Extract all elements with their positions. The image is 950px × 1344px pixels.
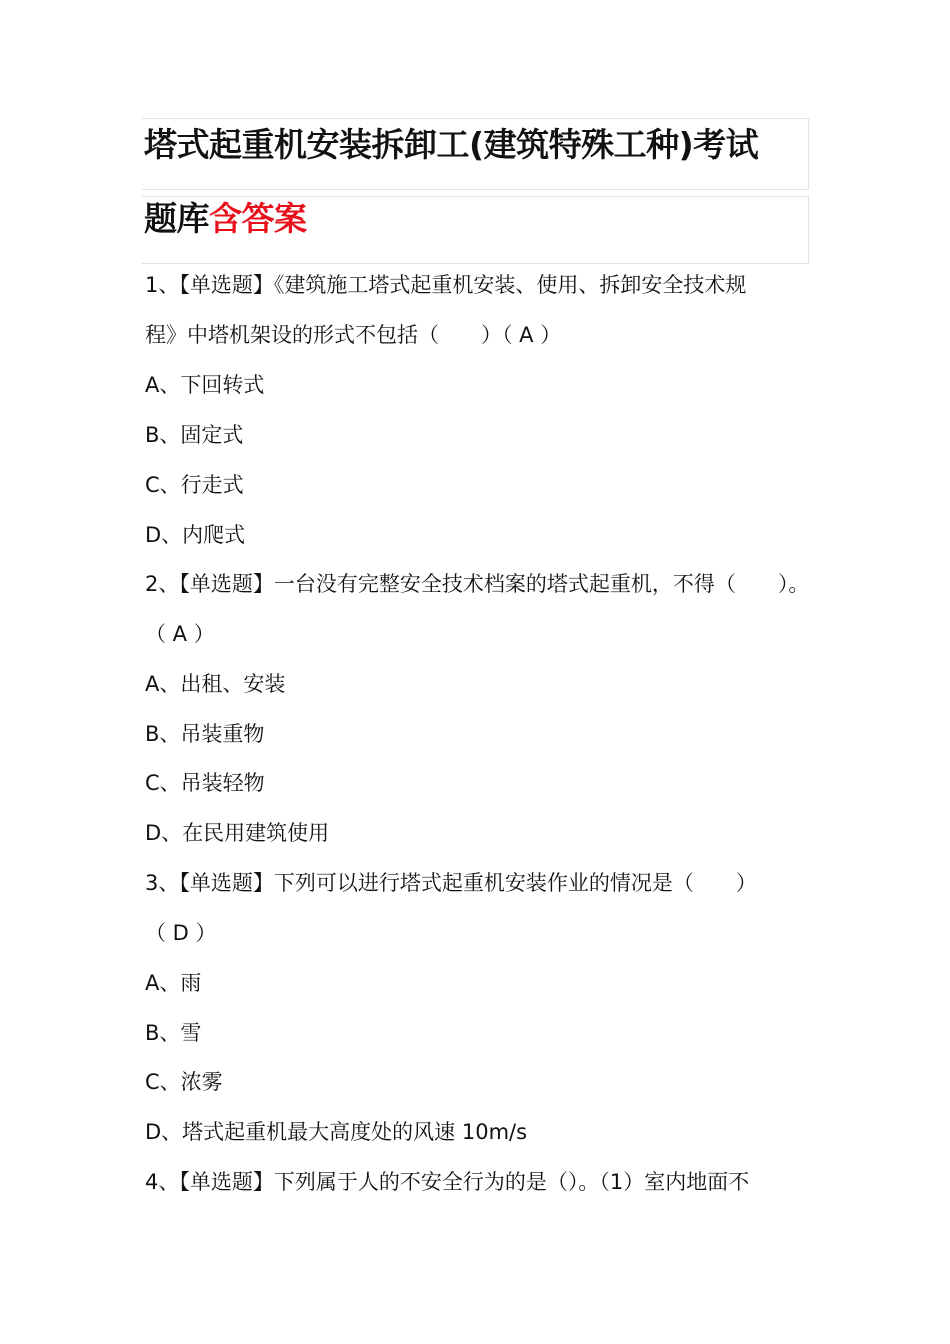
title-line-1-box — [142, 118, 809, 190]
question-1-option-c: C、行走式 — [145, 473, 244, 497]
question-2-answer: （ A ） — [145, 622, 215, 646]
document-title-line-1: 塔式起重机安装拆卸工(建筑特殊工种)考试 — [144, 125, 759, 164]
title-red-part: 含答案 — [209, 199, 307, 238]
question-1-option-b: B、固定式 — [145, 423, 244, 447]
question-4-line-1: 4、【单选题】下列属于人的不安全行为的是（）。（1）室内地面不 — [145, 1170, 750, 1194]
question-3-option-b: B、雪 — [145, 1021, 202, 1045]
question-3-option-a: A、雨 — [145, 971, 202, 995]
question-2-line-1: 2、【单选题】一台没有完整安全技术档案的塔式起重机，不得（ ）。 — [145, 572, 810, 596]
title-line-2-box — [142, 196, 809, 264]
document-title-line-2 — [144, 193, 307, 240]
question-3-line-1: 3、【单选题】下列可以进行塔式起重机安装作业的情况是（ ） — [145, 871, 757, 895]
title-black-part: 题库 — [144, 199, 209, 238]
question-1-option-a: A、下回转式 — [145, 373, 265, 397]
question-2-option-a: A、出租、安装 — [145, 672, 286, 696]
question-1-line-1: 1、【单选题】《建筑施工塔式起重机安装、使用、拆卸安全技术规 — [145, 273, 747, 297]
question-2-option-c: C、吊装轻物 — [145, 771, 265, 795]
question-3-option-c: C、浓雾 — [145, 1070, 223, 1094]
question-2-option-d: D、在民用建筑使用 — [145, 821, 330, 845]
question-1-option-d: D、内爬式 — [145, 523, 246, 547]
question-3-option-d: D、塔式起重机最大高度处的风速 10m/s — [145, 1120, 528, 1144]
question-1-line-2: 程》中塔机架设的形式不包括（ ）（ A ） — [145, 323, 562, 347]
question-3-answer: （ D ） — [145, 921, 217, 945]
question-2-option-b: B、吊装重物 — [145, 722, 265, 746]
